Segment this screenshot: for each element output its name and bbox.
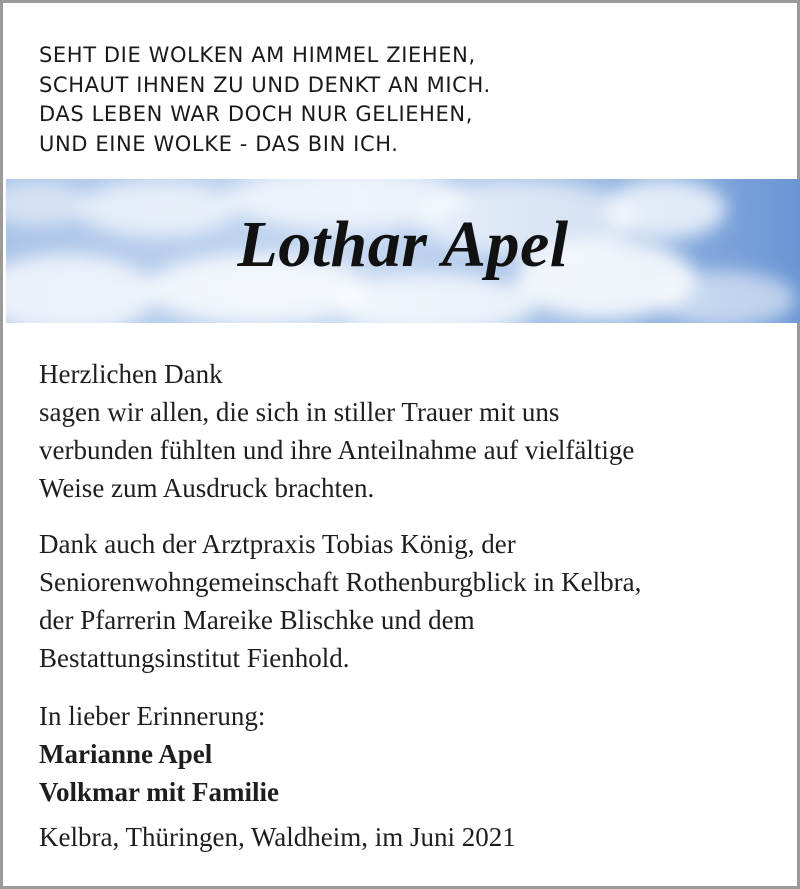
thanks-line: Dank auch der Arztpraxis Tobias König, der [39,529,516,559]
poem-line: SEHT DIE WOLKEN AM HIMMEL ZIEHEN, [39,43,476,67]
thanks-line: der Pfarrerin Mareike Blischke und dem [39,605,475,635]
poem-line: DAS LEBEN WAR DOCH NUR GELIEHEN, [39,102,473,126]
poem [39,41,491,159]
signoff-name: Marianne Apel [39,739,213,769]
thanks-line: verbunden fühlten und ihre Anteilnahme auf vielfältige [39,435,635,465]
poem-line: SCHAUT IHNEN ZU UND DENKT AN MICH. [39,72,491,97]
place-date: Kelbra, Thüringen, Waldheim, im Juni 2021 [39,822,516,852]
sky-banner [6,179,800,323]
signoff [39,697,777,811]
signoff-intro: In lieber Erinnerung: [39,701,266,731]
signoff-name: Volkmar mit Familie [39,777,279,807]
thanks-heading: Herzlichen Dank [39,359,223,389]
poem-line: UND EINE WOLKE - DAS BIN ICH. [39,131,399,156]
thanks-line: Bestattungsinstitut Fienhold. [39,643,350,673]
thanks-line: Weise zum Ausdruck brachten. [39,473,375,503]
thanks-line: sagen wir allen, die sich in stiller Trauer mit uns [39,397,560,427]
thanks-text [39,355,777,811]
deceased-name: Lothar Apel [237,208,569,281]
thanks-line: Seniorenwohngemeinschaft Rothenburgblick in Kelbra, [39,567,642,597]
